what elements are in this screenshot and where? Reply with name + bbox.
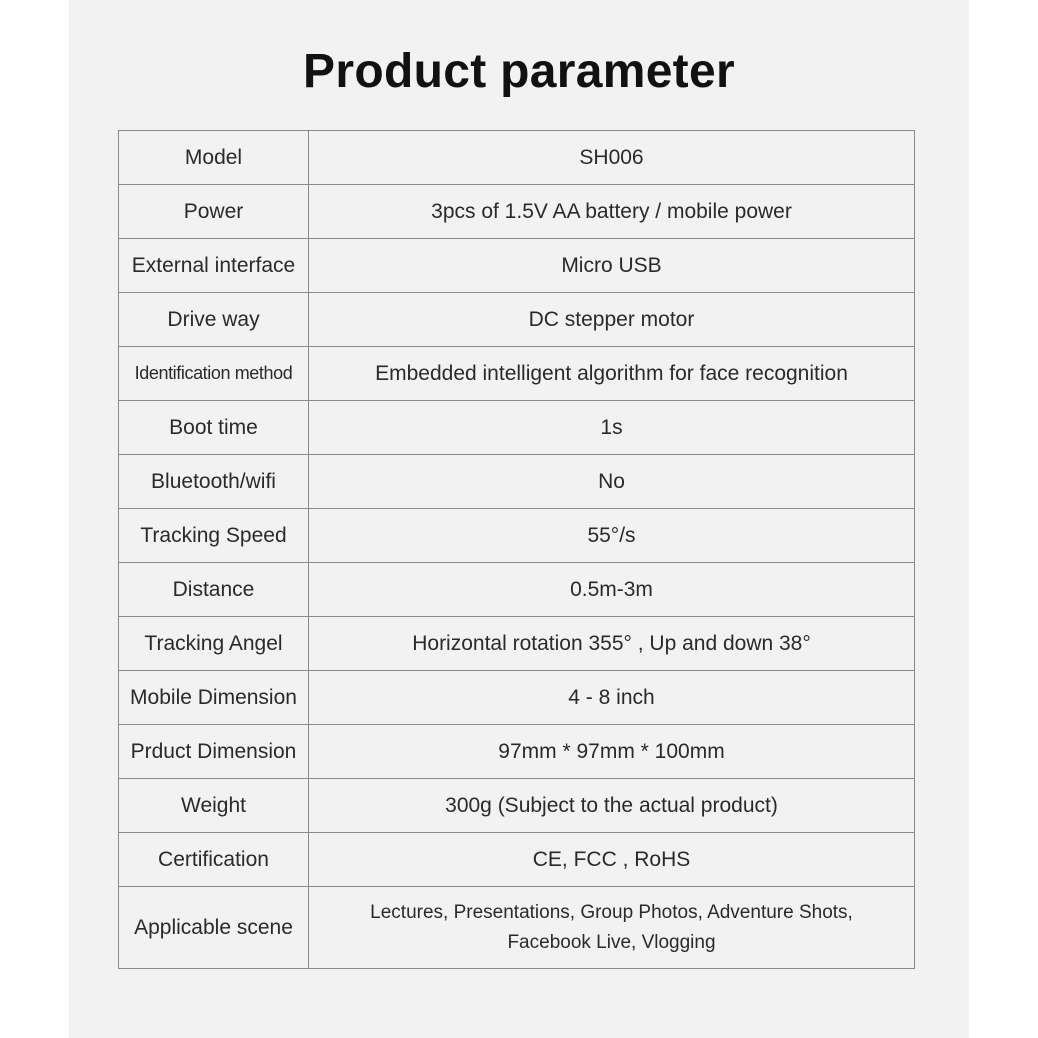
table-row (119, 455, 915, 509)
row-label: Boot time (119, 401, 309, 455)
row-label: Prduct Dimension (119, 725, 309, 779)
row-label: Tracking Angel (119, 617, 309, 671)
table-row (119, 347, 915, 401)
table-row (119, 779, 915, 833)
row-label: Distance (119, 563, 309, 617)
row-value: 97mm * 97mm * 100mm (309, 725, 915, 779)
row-label: Drive way (119, 293, 309, 347)
table-row (119, 509, 915, 563)
table-row (119, 725, 915, 779)
table-row (119, 239, 915, 293)
table-row (119, 563, 915, 617)
row-value: 1s (309, 401, 915, 455)
row-value: 4 - 8 inch (309, 671, 915, 725)
row-value: DC stepper motor (309, 293, 915, 347)
row-value: Micro USB (309, 239, 915, 293)
row-value: 0.5m-3m (309, 563, 915, 617)
row-value: 3pcs of 1.5V AA battery / mobile power (309, 185, 915, 239)
row-value: 55°/s (309, 509, 915, 563)
row-label: Certification (119, 833, 309, 887)
table-row (119, 833, 915, 887)
table-row (119, 401, 915, 455)
table-row (119, 671, 915, 725)
row-value-line: Lectures, Presentations, Group Photos, Adventure Shots, (370, 901, 853, 923)
row-value: Horizontal rotation 355° , Up and down 38° (309, 617, 915, 671)
row-label: Model (119, 131, 309, 185)
spec-sheet-page (69, 0, 969, 1038)
table-row (119, 617, 915, 671)
page-title: Product parameter (303, 45, 735, 98)
parameter-table (118, 130, 915, 969)
row-value: SH006 (309, 131, 915, 185)
row-value-line: Facebook Live, Vlogging (507, 931, 716, 953)
table-row (119, 185, 915, 239)
row-value (309, 887, 915, 969)
row-value: Embedded intelligent algorithm for face recognition (309, 347, 915, 401)
row-value: 300g (Subject to the actual product) (309, 779, 915, 833)
row-label: Mobile Dimension (119, 671, 309, 725)
row-label: Identification method (119, 347, 309, 401)
row-label: Weight (119, 779, 309, 833)
row-label: External interface (119, 239, 309, 293)
table-row (119, 131, 915, 185)
row-value: CE, FCC , RoHS (309, 833, 915, 887)
row-label: Bluetooth/wifi (119, 455, 309, 509)
row-label: Tracking Speed (119, 509, 309, 563)
table-row (119, 887, 915, 969)
table-row (119, 293, 915, 347)
row-label: Applicable scene (119, 887, 309, 969)
row-value: No (309, 455, 915, 509)
row-label: Power (119, 185, 309, 239)
